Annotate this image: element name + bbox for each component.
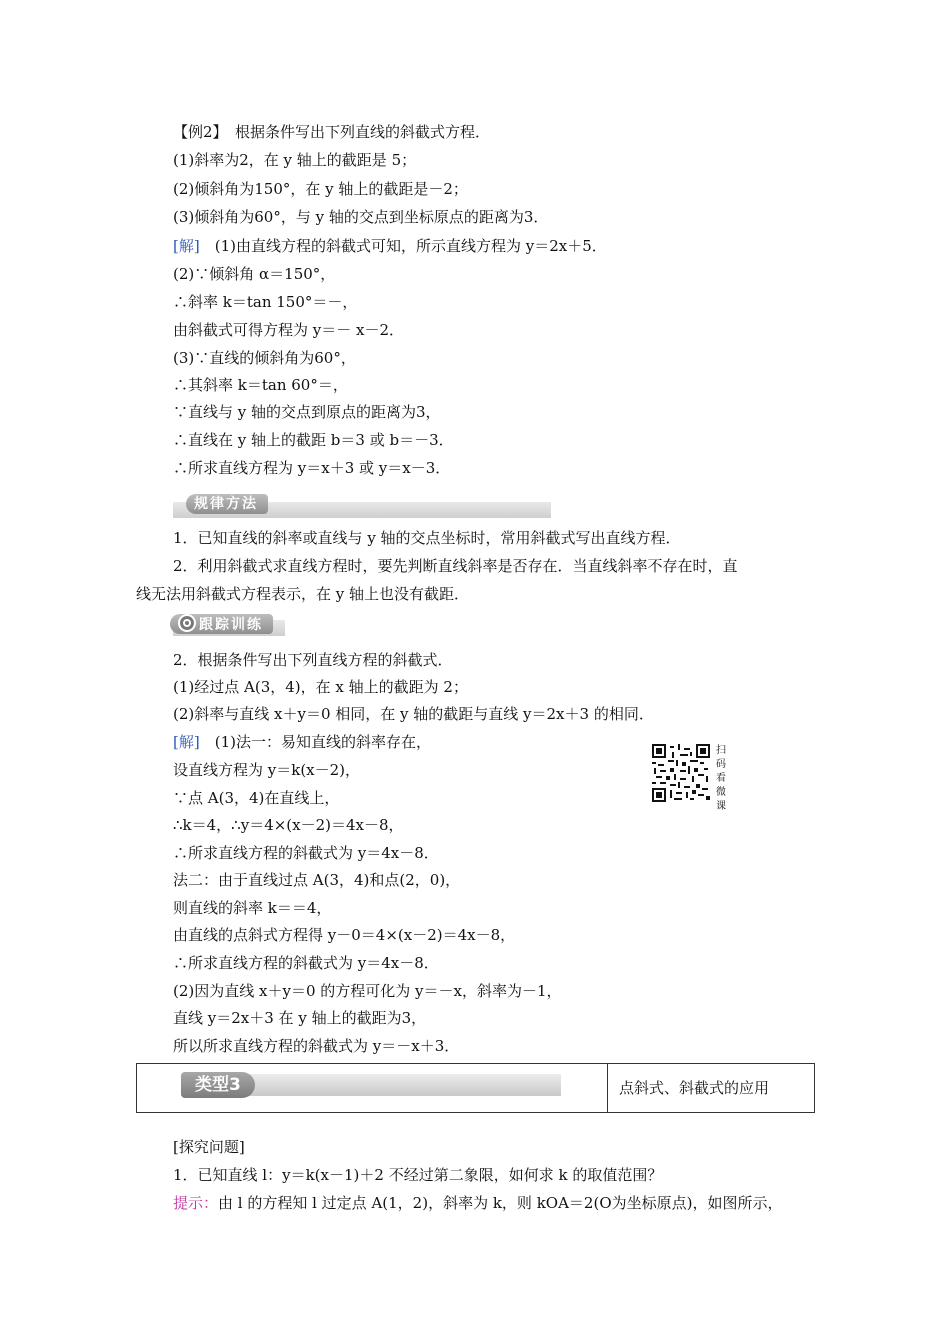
training-solution-line-2: 设直线方程为 y＝k(x－2)，: [173, 761, 361, 779]
training-question-1: (1)经过点 A(3，4)，在 x 轴上的截距为 2；: [173, 678, 468, 696]
qr-caption: 扫码看微课: [716, 745, 726, 812]
training-solution-line-10: (2)因为直线 x＋y＝0 的方程可化为 y＝－x，斜率为－1，: [173, 982, 562, 1000]
solution-text: (1)法一：易知直线的斜率存在，: [199, 733, 431, 751]
type3-divider: [607, 1064, 608, 1112]
method-point-1: 1．已知直线的斜率或直线与 y 轴的交点坐标时，常用斜截式写出直线方程．: [173, 529, 681, 547]
training-solution-line-11: 直线 y＝2x＋3 在 y 轴上的截距为3，: [173, 1009, 427, 1027]
example-solution-line-9: ∴所求直线方程为 y＝x＋3 或 y＝x－3．: [173, 459, 451, 477]
example-solution-line-5: (3)∵直线的倾斜角为60°，: [173, 349, 356, 367]
training-solution-line-9: ∴所求直线方程的斜截式为 y＝4x－8．: [173, 954, 439, 972]
training-solution-line-5: ∴所求直线方程的斜截式为 y＝4x－8．: [173, 844, 439, 862]
training-solution-line-7: 则直线的斜率 k＝＝4，: [173, 899, 332, 917]
type3-tag: 类型3: [181, 1072, 255, 1098]
solution-tag: [解]: [173, 733, 200, 751]
training-solution-line-1: [173, 732, 431, 752]
type3-label: 点斜式、斜截式的应用: [619, 1079, 770, 1097]
training-title: 2．根据条件写出下列直线方程的斜截式．: [173, 651, 453, 669]
method-tag: 规律方法: [186, 494, 268, 514]
training-solution-line-4: ∴k＝4，∴y＝4×(x－2)＝4x－8，: [173, 816, 404, 834]
training-solution-line-8: 由直线的点斜式方程得 y－0＝4×(x－2)＝4x－8，: [173, 926, 516, 944]
hint-text: 由 l 的方程知 l 过定点 A(1，2)，斜率为 k，则 kOA＝2(O为坐标原点)，如图所示，: [218, 1194, 783, 1212]
example-solution-line-8: ∴直线在 y 轴上的截距 b＝3 或 b＝－3．: [173, 431, 454, 449]
type3-box: [136, 1063, 815, 1113]
hint-tag: 提示：: [173, 1194, 219, 1212]
example-solution-line-2: (2)∵倾斜角 α＝150°，: [173, 265, 336, 283]
solution-tag: [解]: [173, 237, 200, 255]
method-point-2b: 线无法用斜截式方程表示，在 y 轴上也没有截距．: [136, 585, 470, 603]
training-tag: 跟踪训练: [199, 617, 263, 633]
training-solution-line-12: 所以所求直线方程的斜截式为 y＝－x＋3．: [173, 1037, 460, 1055]
training-solution-line-3: ∵点 A(3，4)在直线上，: [173, 789, 340, 807]
example-solution-line-1: [173, 236, 607, 256]
qr-code-icon[interactable]: [652, 744, 710, 802]
example-solution-line-7: ∵直线与 y 轴的交点到原点的距离为3，: [173, 403, 441, 421]
explore-question-1: 1．已知直线 l：y＝k(x－1)＋2 不经过第二象限，如何求 k 的取值范围？: [173, 1166, 663, 1184]
training-question-2: (2)斜率与直线 x＋y＝0 相同，在 y 轴的截距与直线 y＝2x＋3 的相同．: [173, 705, 654, 723]
example-solution-line-4: 由斜截式可得方程为 y＝－ x－2．: [173, 321, 405, 339]
example-solution-line-6: ∴其斜率 k＝tan 60°＝，: [173, 376, 348, 394]
method-point-2a: 2．利用斜截式求直线方程时，要先判断直线斜率是否存在．当直线斜率不存在时，直: [173, 557, 738, 575]
example-question-1: (1)斜率为2，在 y 轴上的截距是 5；: [173, 151, 417, 169]
target-icon: [178, 614, 196, 632]
example-title: 【例2】 根据条件写出下列直线的斜截式方程．: [173, 123, 491, 141]
example-question-2: (2)倾斜角为150°，在 y 轴上的截距是－2；: [173, 180, 468, 198]
training-tag-wrap: [170, 614, 273, 634]
training-solution-line-6: 法二：由于直线过点 A(3，4)和点(2，0)，: [173, 871, 461, 889]
example-question-3: (3)倾斜角为60°，与 y 轴的交点到坐标原点的距离为3．: [173, 208, 549, 226]
explore-hint: [173, 1193, 782, 1213]
solution-text: (1)由直线方程的斜截式可知，所示直线方程为 y＝2x＋5．: [199, 237, 607, 255]
example-solution-line-3: ∴斜率 k＝tan 150°＝－，: [173, 293, 358, 311]
explore-heading: [探究问题]: [173, 1138, 245, 1156]
